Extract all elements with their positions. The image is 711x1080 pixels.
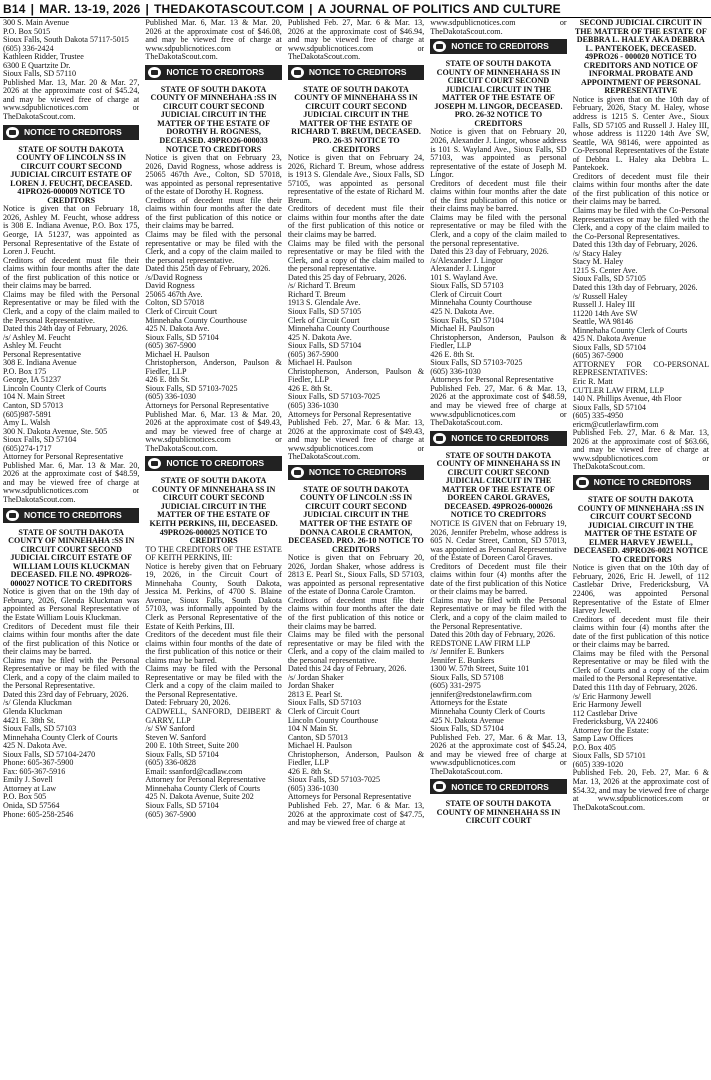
notice-text: Published Mar. 13, Mar. 20 & Mar. 27, 2026 at the approximate cost of $45.24, and may be viewed free of charge at www.sdpublicnotices.com or TheDakotaScout.com. [3, 77, 140, 122]
notice-text: Sioux Falls, SD 57103 [430, 281, 504, 291]
notice-caption: STATE OF SOUTH DAKOTA COUNTY OF MINNEHAHA :SS IN CIRCUIT COURT SECOND JUDICIAL CIRCUIT IN THE MATTER OF THE ESTATE OF DOROTHY H. ROGNESS, DECEASED. 49PRO26-000033 NOTICE TO CREDITORS [150, 84, 277, 154]
notice-text: Dated this 24 day of February, 2026. [287, 664, 407, 674]
notice-text: Claims may be filed with the Personal Representative or may be filed with the Clerk, and a copy of the claim mailed to the Personal Representative. [430, 595, 567, 631]
notice-text: Richard T. Breum [287, 289, 346, 299]
page-number: B14 [3, 1, 26, 16]
notice-icon [291, 467, 304, 478]
notice-heading-label: NOTICE TO CREDITORS [166, 66, 264, 77]
notice-text: Published Mar. 6, Mar. 13 & Mar. 20, 2026 at the approximate cost of $49.43, and may be viewed free of charge at www.sdpublicnotices.com or TheDakotaScout.com. [145, 409, 282, 453]
notice-text: Published Feb. 27, Mar. 6 & Mar. 13, 2026 at the approximate cost of $45.24, and may be viewed free of charge at www.sdpublicnotices.com or TheDakotaScout.com. [430, 732, 567, 776]
notice-text: Notice is given that on February 20, 2026, Alexander J. Lingor, whose address is 101 S. Wayland Ave., Sioux Falls, SD 57103, was appointed as personal representative of the estate of Joseph M. Lingor. [430, 127, 567, 180]
notice-text: Published Feb. 27, Mar. 6 & Mar. 13, 2026 at the approximate cost of $48.59, and may be viewed free of charge at www.sdpublicnotices.com or TheDakotaScout.com. [430, 383, 567, 428]
notice-heading-label: NOTICE TO CREDITORS [593, 477, 692, 488]
notice-text: Eric R. Matt [572, 376, 613, 386]
notice-heading-bar [430, 39, 566, 54]
notice-caption: STATE OF SOUTH DAKOTA COUNTY OF MINNEHAHA SS IN CIRCUIT COURT SECOND JUDICIAL CIRCUIT IN THE MATTER OF THE ESTATE OF RICHARD T. BREUM, DECEASED. PRO. 26-35 NOTICE TO CREDITORS [291, 84, 421, 154]
notice-text: (605) 367-5900 [572, 351, 624, 361]
notice-icon [6, 510, 19, 521]
notice-text: Sioux Falls, SD 57105 [572, 274, 646, 284]
notice-text: Christopherson, Anderson, Paulson & Fiedler, LLP [287, 749, 425, 768]
notice-text: (605) 336-1030 [287, 400, 339, 410]
notice-text: Claims may be filed with the personal representative or may be filed with the Clerk, and a copy of the claim mailed to the personal representative. [430, 212, 567, 248]
notice-text: /s/ Jordan Shaker [287, 672, 344, 682]
notice-text: 426 E. 8th St. [287, 766, 333, 776]
notice-text: Attorneys for the Estate [430, 698, 508, 708]
notice-text: CUTLER LAW FIRM, LLP [572, 385, 665, 395]
notice-text: (605) 336-1030 [287, 783, 339, 793]
notice-text: Phone: 605-258-2546 [3, 809, 74, 819]
notice-text: Attorney for Personal Representative [145, 775, 266, 785]
notice-text: Creditors of decedent must file their claims within four months after the date of the first publication of this notice or their claims may be barred. [430, 178, 567, 214]
notice-text: Amy L. Walsh [3, 418, 51, 428]
notice-text: Claims may be filed with the personal representative or may be filed with the Clerk, and a copy of the claim mailed to the personal representative. [287, 630, 425, 665]
notice-text: Christopherson, Anderson, Paulson & Fiedler, LLP [287, 366, 425, 385]
notice-text: Notice is hereby given that on February 19, 2026, in the Circuit Court of Minnehaha County, South Dakota, Jessica M. Perkins, of 4700 S. Blaine Avenue, Sioux Falls, South Dakota 57103, was informally appointed by the Clerk as Personal Representative of the Estate of Keith Perkins, III. [145, 561, 282, 631]
masthead: B14 | MAR. 13-19, 2026 | THEDAKOTASCOUT.COM | A JOURNAL OF POLITICS AND CULTURE [0, 0, 711, 18]
notice-icon [291, 67, 304, 78]
notice-text: Claims may be filed with the personal representative or may be filed with the Clerk, and a copy of the claim mailed to the personal representative. [287, 238, 425, 274]
notice-text: Michael H. Paulson [287, 741, 352, 751]
notice-text: (605) 336-1030 [145, 392, 196, 402]
notice-text: Lincoln County Courthouse [287, 715, 379, 725]
notice-text: Dated: February 20, 2026. [145, 698, 231, 708]
column-4 [430, 19, 566, 1080]
notice-text: Attorney at Law [3, 783, 57, 793]
notice-text: Dated this 20th day of February, 2026. [430, 630, 556, 640]
notice-text: Personal Representative [3, 349, 81, 359]
notice-text: (605) 367-5900 [145, 809, 196, 819]
notice-text: Kathleen Ridder, Trustee [3, 52, 84, 62]
notice-heading-label: NOTICE TO CREDITORS [451, 432, 549, 443]
notice-text: /s/Alexander J. Lingor [430, 255, 503, 265]
notice-icon [148, 67, 161, 78]
notice-text: 426 E. 8th St. [287, 383, 333, 393]
notice-text: Lincoln County Clerk of Courts [3, 383, 107, 393]
notice-text: (605) 331-2975 [430, 681, 481, 691]
notice-text: Notice is given that on February 18, 2026, Ashley M. Feucht, whose address is 308 E. Indiana Avenue, P.O. Box 175, George, IA 51237, was appointed as Personal Representative of the Estate of Loren J. Feucht. [3, 204, 140, 257]
notice-text: /s/ SW Sanford [145, 724, 195, 734]
notice-text: Notice is given that on the 10th day of February, 2026, Stacy M. Haley, whose address is 1215 S. Center Ave., Sioux Falls, SD 57105 and Russell J. Haley III, whose address is 11220 14th Ave SW, Seattle, WA 98146, were appointed as Co-Personal Representatives of the Estate of Debbra L. Haley aka Debbra L. Pantekoek. [572, 94, 710, 173]
notice-text: Minnehaha County Courthouse [430, 298, 532, 308]
notice-text: Dated this 23rd day of February, 2026. [3, 689, 129, 699]
notice-text: Glenda Kluckman [3, 707, 63, 717]
notice-text: Clerk of Circuit Court [145, 306, 218, 316]
notice-text: Sioux Falls, SD 57104 [3, 435, 77, 445]
notice-text: Sioux Falls, SD 57110 [3, 69, 77, 79]
notice-text: Jordan Shaker [287, 681, 334, 691]
notice-text: Creditors of Decedent must file their claims within four months after the date of the first publication of this Notice or their claims may be barred. [3, 621, 140, 657]
notice-text: Dated this 23 day of February, 2026. [430, 247, 549, 257]
notice-text: Stacy M. Haley [572, 257, 624, 267]
notice-icon [433, 781, 446, 792]
notice-icon [6, 127, 19, 138]
notice-text: 25065 467th Ave. [145, 289, 203, 299]
notice-text: /s/ Stacy Haley [572, 248, 622, 258]
notice-heading-label: NOTICE TO CREDITORS [166, 458, 264, 469]
notice-text: Michael H. Paulson [145, 349, 210, 359]
notice-text: Claims may be filed with the Personal Representative or may be filed with the Clerk and a copy of the claim mailed to the Personal Representative. [145, 664, 282, 699]
notice-text: /s/ Eric Harmony Jewell [572, 691, 652, 701]
notice-text: Creditors of decedent must file their claims within four months after the date of the first publication of this notice or their claims may be barred. [572, 171, 710, 207]
notice-text: NOTICE IS GIVEN that on February 19, 2026, Jennifer Prebelm, whose address is 605 N. Cedar Street, Canton, SD 57013, was appointed as Personal Representative of the Estate of Doreen Carol Graves. [430, 518, 567, 563]
notice-text: Sioux Falls, SD 57103-7025 [287, 775, 381, 785]
notice-heading-bar [145, 65, 281, 80]
notice-text: 425 N. Dakota Ave. [287, 332, 352, 342]
notice-text: Claims may be filed with the Co-Personal Representatives or may be filed with the Clerk, and a copy of the claim mailed to the Co-Personal Representatives. [572, 206, 710, 241]
notice-text: Sioux Falls, SD 57104-2470 [3, 749, 96, 759]
notice-text: 425 N. Dakota Ave. [3, 741, 67, 751]
notice-text: Dated this 11th day of February, 2026. [572, 683, 698, 693]
notice-text: Emily J. Sovell [3, 775, 53, 785]
notice-text: Fax: 605-367-5916 [3, 766, 66, 776]
notice-columns [3, 19, 709, 1080]
column-2 [145, 19, 281, 1080]
notice-text: jennifer@redstonelawfirm.com [430, 689, 532, 699]
notice-text: Attorney for the Estate: [572, 725, 649, 735]
notice-text: Minnehaha County Clerk of Courts [3, 732, 118, 742]
notice-text: Creditors of the decedent must file their claims within four months of the date of the first publication of this notice or their claims may be barred. [145, 630, 282, 665]
notice-text: P.O. Box 405 [572, 742, 616, 752]
notice-text: TO THE CREDITORS OF THE ESTATE OF KEITH PERKINS, III: [145, 544, 282, 563]
notice-text: Sioux Falls, SD 57104 [430, 315, 504, 325]
notice-text: Sioux Falls, SD 57105 [287, 306, 362, 316]
notice-text: 1300 W. 57th Street, Suite 101 [430, 664, 530, 674]
notice-text: /s/David Rogness [145, 272, 203, 282]
notice-text: Samp Law Offices [572, 734, 634, 744]
notice-text: Published Feb. 27, Mar. 6 & Mar. 13, 2026 at the approximate cost of $49.43, and may be viewed free of charge at www.sdpublicnotices.com or TheDakotaScout.com. [287, 418, 425, 462]
notice-heading-bar [573, 475, 709, 490]
notice-text: Claims may be filed with the Personal Representative or may be filed with the Clerk, and a copy of the claim mailed to the Personal Representative. [3, 655, 140, 691]
notice-text: Alexander J. Lingor [430, 264, 496, 274]
notice-heading-bar [288, 65, 424, 80]
notice-text: Sioux Falls, SD 57101 [572, 751, 646, 761]
notice-text: ATTORNEY FOR CO-PERSONAL REPRESENTATIVES: [572, 359, 710, 378]
notice-text: Sioux Falls, SD 57103 [3, 724, 77, 734]
notice-heading-label: NOTICE TO CREDITORS [451, 781, 549, 792]
notice-text: Seattle, WA 98146 [572, 317, 633, 327]
notice-text: P.O. Box 5015 [3, 26, 51, 36]
notice-text: 425 N. Dakota Avenue, Suite 202 [145, 792, 254, 802]
notice-text: Canton, SD 57013 [3, 400, 64, 410]
notice-text: P.O. Box 505 [3, 792, 47, 802]
notice-heading-label: NOTICE TO CREDITORS [451, 41, 549, 52]
notice-text: Dated this 25 day of February, 2026. [287, 272, 407, 282]
notice-text: Clerk of Circuit Court [287, 707, 360, 717]
notice-text: Sioux Falls, SD 57108 [430, 672, 504, 682]
notice-text: Sioux Falls, SD 57104 [430, 724, 504, 734]
notice-icon [433, 41, 446, 52]
notice-text: Published Mar. 6, Mar. 13 & Mar. 20, 2026 at the approximate cost of $46.08, and may be viewed free of charge at www.sdpublicnotices.com or TheDakotaScout.com. [145, 19, 282, 62]
notice-text: 2813 E. Pearl St. [287, 689, 343, 699]
notice-text: Sioux Falls, SD 57104 [287, 341, 362, 351]
notice-text: Notice is given that on February 23, 2026, David Rogness, whose address is 25065 467th Ave., Colton, SD 57018, was appointed as personal representative of the estate of Dorothy H. Rogness. [145, 153, 282, 197]
notice-text: Attorneys for Personal Representative [145, 400, 269, 410]
notice-text: Dated this 13th day of February, 2026. [572, 282, 698, 292]
notice-text: /s/ Russell Haley [572, 291, 628, 301]
notice-text: 300 S. Main Avenue [3, 19, 69, 27]
notice-text: Creditors of decedent must file their claims within four months after the date of the first publication of this notice or their claims may be barred. [287, 595, 425, 631]
notice-text: Published Feb. 27, Mar. 6 & Mar. 13, 2026 at the approximate cost of $63.66, and may be viewed free of charge at www.sdpublicnotices.com or TheDakotaScout.com. [572, 428, 710, 472]
notice-icon [433, 433, 446, 444]
notice-heading-bar [430, 779, 566, 794]
notice-icon [148, 458, 161, 469]
notice-text: Clerk of Circuit Court [287, 315, 360, 325]
notice-text: Notice is given that on the 19th day of February, 2026, Glenda Kluckman was appointed as Personal Representative of the Estate William Louis Kluckman. [3, 587, 140, 622]
notice-text: Michael H. Paulson [287, 358, 352, 368]
notice-text: 11220 14th Ave SW [572, 308, 638, 318]
notice-text: Published Feb. 20, Feb. 27, Mar. 6 & Mar. 13, 2026 at the approximate cost of $54.32, and may be viewed free of charge at www.sdpublicnotices.com or TheDakotaScout.com. [572, 768, 710, 812]
notice-text: Published Mar. 6, Mar. 13 & Mar. 20, 2026 at the approximate cost of $48.59, and may be viewed free of charge at www.sdpublicnotices.com or TheDakotaScout.com. [3, 460, 140, 504]
notice-text: /s/ Glenda Kluckman [3, 698, 72, 708]
notice-text: (605) 336-2424 [3, 43, 54, 53]
notice-text: David Rogness [145, 281, 195, 291]
notice-text: 300 N. Dakota Avenue, Ste. 505 [3, 426, 108, 436]
notice-text: Colton, SD 57018 [145, 298, 205, 308]
notice-caption: SECOND JUDICIAL CIRCUIT IN THE MATTER OF THE ESTATE OF DEBBRA L. HALEY AKA DEBBRA L. PANTEKOEK, DECEASED. 49PRO26 - 000020 NOTICE TO CREDITORS AND NOTICE OF INFORMAL PROBATE AND APPOINTMENT OF PERSONAL REPRESENTATIVE [574, 19, 707, 96]
notice-text: Published Feb. 27, Mar. 6 & Mar. 13, 2026 at the approximate cost of $46.94, and may be viewed free of charge at www.sdpublicnotices.com or TheDakotaScout.com. [287, 19, 425, 62]
notice-text: Phone: 605-367-5900 [3, 758, 74, 768]
notice-text: Creditors of decedent must file their claims within four months after the date of the first publication of this notice or their claims may be barred. [287, 204, 425, 240]
notice-heading-label: NOTICE TO CREDITORS [24, 509, 122, 520]
notice-caption: STATE OF SOUTH DAKOTA COUNTY OF MINNEHAHA SS IN CIRCUIT COURT SECOND JUDICIAL CIRCUIT IN THE MATTER OF THE ESTATE OF KEITH PERKINS, III, DECEASED. 49PRO26-000025 NOTICE TO CREDITORS [149, 476, 278, 546]
notice-text: Christopherson, Anderson, Paulson & Fiedler, LLP [430, 332, 567, 351]
notice-text: www.sdpublicnotices.com or TheDakotaScout.com. [430, 19, 567, 36]
notice-text: Sioux Falls, SD 57103-7025 [145, 383, 238, 393]
notice-text: Claims may be filed with the Personal Representative or may be filed with the Clerk of Courts and a copy of the claim mailed to the Personal Representative. [572, 648, 710, 684]
notice-text: (605) 367-5900 [145, 341, 196, 351]
notice-text: (605) 335-4950 [572, 411, 624, 421]
notice-text: Michael H. Paulson [430, 324, 495, 334]
notice-text: Sioux Falls, SD 57104 [145, 332, 219, 342]
notice-text: Steven W. Sanford [145, 732, 206, 742]
notice-text: 1215 S. Center Ave. [572, 265, 638, 275]
notice-text: George, IA 51237 [3, 375, 62, 385]
notice-text: Sioux Falls, SD 57103-7025 [287, 392, 381, 402]
notice-text: Ashley M. Feucht [3, 341, 62, 351]
notice-text: /s/ Jennifer E. Bunkers [430, 647, 504, 657]
notice-icon [576, 477, 589, 488]
notice-text: Notice is given that on the 10th day of February, 2026, Eric H. Jewell, of 112 Castlebar Drive, Fredericksburg, VA 22406, was appointed Personal Representative of the Estate of Elmer Harvey Jewell. [572, 563, 710, 616]
notice-text: 200 E. 10th Street, Suite 200 [145, 741, 239, 751]
column-5 [573, 19, 709, 1080]
notice-text: 6300 E Quartzite Dr. [3, 60, 71, 70]
notice-text: Attorneys for Personal Representative [430, 375, 554, 385]
notice-text: (605) 339-1020 [572, 759, 624, 769]
notice-text: Creditors of decedent must file their claims within four months after the date of the first publication of this notice or their claims may be barred. [3, 255, 140, 291]
notice-text: Creditors of decedent must file their claims within four months after the date of the first publication of this notice or their claims may be barred. [145, 195, 282, 231]
notice-heading-bar [145, 456, 281, 471]
notice-caption: STATE OF SOUTH DAKOTA COUNTY OF MINNEHAHA SS IN CIRCUIT COURT [436, 799, 561, 826]
notice-text: 308 E. Indiana Avenue [3, 358, 77, 368]
notice-text: ericm@cutlerlawfirm.com [572, 419, 659, 429]
notice-text: 425 N. Dakota Avenue [572, 334, 647, 344]
notice-text: 101 S. Wayland Ave. [430, 272, 498, 282]
notice-text: Email: ssanford@cadlaw.com [145, 766, 243, 776]
notice-text: 426 E. 8th St. [430, 349, 475, 359]
notice-heading-bar [430, 431, 566, 446]
notice-text: Published Feb. 27, Mar. 6 & Mar. 13, 2026 at the approximate cost of $47.75, and may be viewed free of charge at [287, 801, 425, 828]
notice-text: (605) 367-5900 [287, 349, 339, 359]
notice-text: Sioux Falls, SD 57103-7025 [430, 358, 523, 368]
notice-heading-bar [3, 508, 139, 523]
notice-text: Minnehaha County Courthouse [145, 315, 248, 325]
notice-text: Dated this 24th day of February, 2026. [3, 324, 128, 334]
notice-text: 426 E. 8th St. [145, 375, 190, 385]
notice-caption: STATE OF SOUTH DAKOTA COUNTY OF MINNEHAHA :SS IN CIRCUIT COURT SECOND JUDICIAL CIRCUIT ESTATE OF WILLIAM LOUIS KLUCKMAN DECEASED. FILE NO. 49PRO26-000027 NOTICE TO CREDITORS [8, 527, 135, 588]
notice-text: REDSTONE LAW FIRM LLP [430, 638, 531, 648]
notice-text: 112 Castlebar Drive [572, 708, 638, 718]
notice-text: Eric Harmony Jewell [572, 700, 642, 710]
notice-heading-bar [288, 465, 424, 480]
notice-text: Minnehaha County Clerk of Courts [572, 325, 688, 335]
notice-caption: STATE OF SOUTH DAKOTA COUNTY OF LINCOLN SS IN CIRCUIT COURT SECOND JUDICIAL CIRCUIT ESTATE OF LOREN J. FEUCHT, DECEASED. 41PRO26-000009 NOTICE TO CREDITORS [10, 144, 133, 205]
notice-text: Christopherson, Anderson, Paulson & Fiedler, LLP [145, 358, 282, 376]
notice-text: (605)274-1717 [3, 443, 52, 453]
notice-heading-label: NOTICE TO CREDITORS [24, 126, 122, 137]
notice-heading-label: NOTICE TO CREDITORS [308, 66, 407, 77]
notice-text: Onida, SD 57564 [3, 801, 60, 811]
notice-text: 140 N. Phillips Avenue, 4th Floor [572, 394, 682, 404]
notice-text: P.O. Box 175 [3, 366, 47, 376]
notice-text: Notice is given that on February 20, 2026, Jordan Shaker, whose address is 2813 E. Pearl St., Sioux Falls, SD 57103, was appointed as personal representative of the estate of Donna Carole Cramton. [287, 553, 425, 597]
notice-text: (605)987-5891 [3, 409, 52, 419]
tagline: A JOURNAL OF POLITICS AND CULTURE [317, 1, 561, 16]
notice-text: Clerk of Circuit Court [430, 289, 502, 299]
notice-text: Attorney for Personal Representative [3, 452, 124, 462]
notice-text: Russell J. Haley III [572, 300, 636, 310]
notice-text: Sioux Falls, SD 57103 [287, 698, 362, 708]
notice-caption: STATE OF SOUTH DAKOTA COUNTY OF MINNEHAHA SS IN CIRCUIT COURT SECOND JUDICIAL CIRCUIT IN THE MATTER OF THE ESTATE OF DOREEN CAROL GRAVES, DECEASED. 49PRO26-000026 NOTICE TO CREDITORS [436, 450, 561, 520]
notice-text: Canton, SD 57013 [287, 732, 348, 742]
notice-text: Attorneys for Personal Representative [287, 792, 412, 802]
notice-text: 4421 E. 38th St. [3, 715, 56, 725]
notice-text: Dated this 25th day of February, 2026. [145, 264, 271, 274]
site-name: THEDAKOTASCOUT.COM [154, 1, 305, 16]
notice-text: /s/ Richard T. Breum [287, 281, 356, 291]
notice-text: 104 N Main St. [287, 724, 338, 734]
notice-heading-label: NOTICE TO CREDITORS [308, 467, 407, 478]
notice-text: CADWELL, SANFORD, DEIBERT & GARRY, LLP [145, 707, 282, 725]
notice-text: Dated this 13th day of February, 2026. [572, 240, 698, 250]
notice-heading-bar [3, 125, 139, 140]
notice-caption: STATE OF SOUTH DAKOTA COUNTY OF LINCOLN :SS IN CIRCUIT COURT SECOND JUDICIAL CIRCUIT IN THE MATTER OF THE ESTATE OF DONNA CAROLE CRAMTON, DECEASED. PRO. 26-10 NOTICE TO CREDITORS [288, 484, 424, 554]
notice-text: Creditors of decedent must file their claims within four (4) months after the date of the first publication of this notice or their claims may be barred. [572, 614, 710, 650]
notice-text: 425 N. Dakota Ave. [145, 324, 210, 334]
notice-text: (605) 336-0828 [145, 758, 196, 768]
notice-text: /s/ Ashley M. Feucht [3, 332, 71, 342]
notice-text: Sioux Falls, SD 57104 [572, 402, 646, 412]
column-3 [288, 19, 424, 1080]
notice-text: (605) 336-1030 [430, 366, 481, 376]
notice-text: Minnehaha County Clerk of Courts [430, 707, 545, 717]
notice-text: 1913 S. Glendale Ave. [287, 298, 361, 308]
notice-text: 104 N. Main Street [3, 392, 66, 402]
column-1 [3, 19, 139, 1080]
notice-text: 425 N. Dakota Avenue [430, 715, 504, 725]
notice-caption: STATE OF SOUTH DAKOTA COUNTY OF MINNEHAHA SS IN CIRCUIT COURT SECOND JUDICIAL CIRCUIT IN THE MATTER OF THE ESTATE OF JOSEPH M. LINGOR, DECEASED. PRO. 26-32 NOTICE TO CREDITORS [434, 59, 563, 128]
notice-caption: STATE OF SOUTH DAKOTA COUNTY OF MINNEHAHA :SS IN CIRCUIT COURT SECOND JUDICIAL CIRCUIT IN THE MATTER OF THE ESTATE OF ELMER HARVEY JEWELL, DECEASED. 49PRO26-0021 NOTICE TO CREDITORS [573, 494, 708, 564]
notice-text: Sioux Falls, SD 57104 [145, 749, 219, 759]
notice-text: Sioux Falls, South Dakota 57117-5015 [3, 35, 129, 45]
notice-text: Jennifer E. Bunkers [430, 655, 495, 665]
notice-text: 425 N. Dakota Ave. [430, 306, 495, 316]
notice-text: Fredericksburg, VA 22406 [572, 717, 658, 727]
notice-text: Claims may be filed with the Personal Representative or may be filed with the Clerk, and a copy of the claim mailed to the Personal Representative. [3, 289, 140, 325]
issue-date: MAR. 13-19, 2026 [39, 1, 141, 16]
notice-text: Minnehaha County Clerk of Courts [145, 783, 261, 793]
notice-text: Sioux Falls, SD 57104 [572, 342, 646, 352]
notice-text: Minnehaha County Courthouse [287, 324, 390, 334]
notice-text: Claims may be filed with the personal representative or may be filed with the Clerk, and a copy of the claim mailed to the personal representative. [145, 230, 282, 265]
notice-text: Notice is given that on February 24, 2026, Richard T. Breum, whose address is 1913 S. Glendale Ave., Sioux Falls, SD 57105, was appointed as personal representative of the estate of Richard M. Breum. [287, 153, 425, 205]
notice-text: Creditors of Decedent must file their claims within four (4) months after the date of the first publication of this Notice or their claims may be barred. [430, 561, 567, 597]
notice-text: Sioux Falls, SD 57104 [145, 801, 219, 811]
notice-text: Attorneys for Personal Representative [287, 409, 412, 419]
